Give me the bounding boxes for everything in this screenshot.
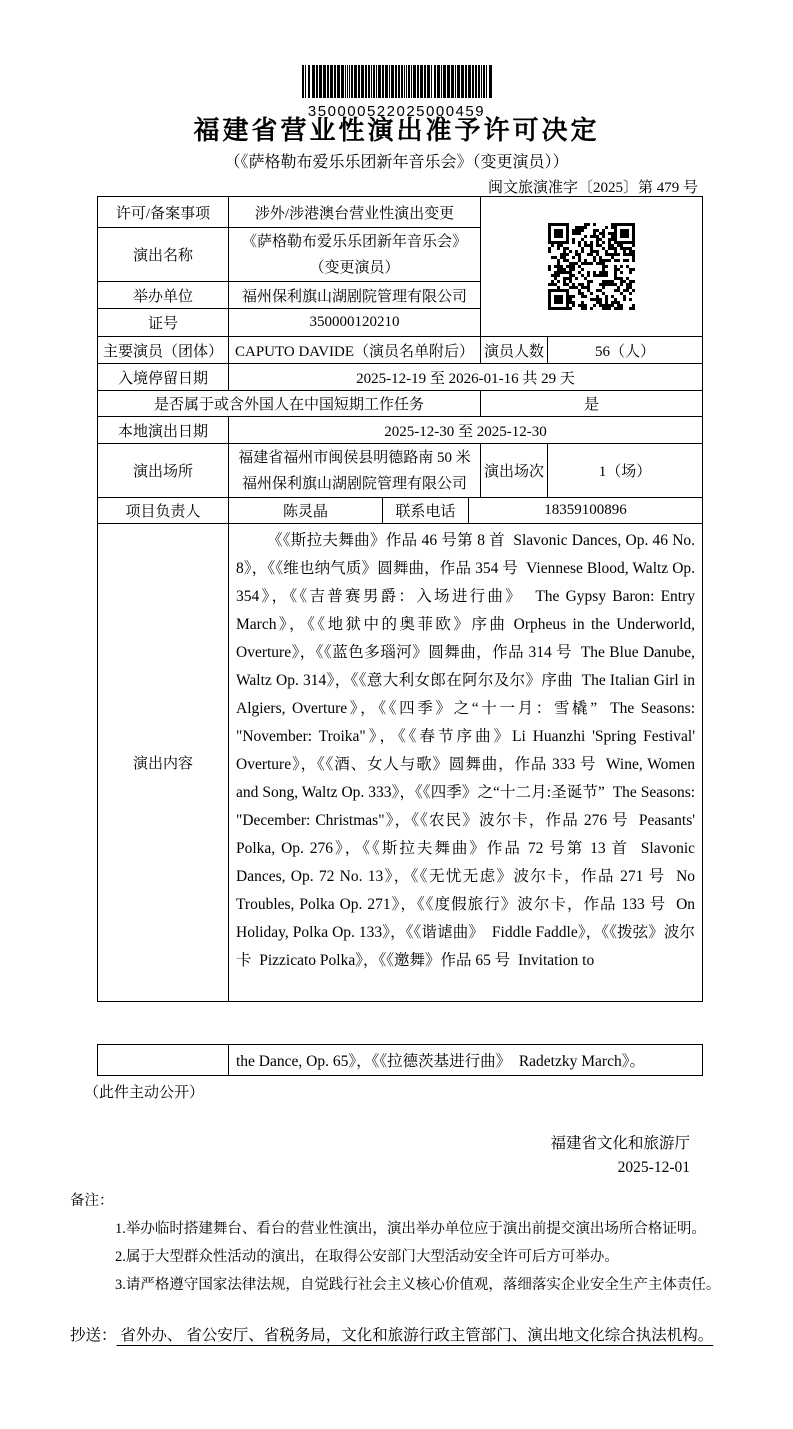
entry-stay-label: 入境停留日期 [98, 364, 229, 391]
note-item: 3.请严格遵守国家法律法规，自觉践行社会主义核心价值观，落细落实企业安全生产主体责任。 [115, 1277, 721, 1293]
short-term-work-value: 是 [481, 391, 703, 417]
barcode [302, 65, 492, 98]
performance-name-label: 演出名称 [98, 228, 229, 282]
qr-cell [481, 197, 703, 337]
organizer-value: 福州保利旗山湖剧院管理有限公司 [229, 282, 481, 309]
table-row [98, 391, 703, 417]
table-row [98, 524, 703, 1002]
venue-label: 演出场所 [98, 444, 229, 498]
issue-date: 2025-12-01 [617, 1159, 690, 1176]
project-manager-label: 项目负责人 [98, 498, 229, 524]
document-number: 闽文旅演准字〔2025〕第 479 号 [487, 180, 698, 196]
issuer-name: 福建省文化和旅游厅 [550, 1135, 690, 1152]
notes-label: 备注： [70, 1193, 114, 1209]
cc-value: 省外办、 省公安厅、省税务局，文化和旅游行政主管部门、演出地文化综合执法机构。 [116, 1327, 714, 1344]
table-row [98, 1045, 703, 1076]
continuation-table [97, 1044, 703, 1076]
phone-label: 联系电话 [383, 498, 469, 524]
note-item: 1.举办临时搭建舞台、看台的营业性演出，演出举办单位应于演出前提交演出场所合格证明。 [115, 1221, 706, 1237]
project-manager-value: 陈灵晶 [229, 498, 383, 524]
content-value: 《《斯拉夫舞曲》作品 46 号第 8 首 Slavonic Dances, Op. 46 No. 8》，《《维也纳气质》圆舞曲，作品 354 号 Viennese Blood, Waltz Op. 354》，《《吉普赛男爵：入场进行曲》 The Gypsy Baron: Entry March》，《《地狱中的奥菲欧》序曲 Orpheus in the Underworld, Overture》，《《蓝色多瑙河》圆舞曲，作品 314 号 The Blue Danube, Waltz Op. 314》，《《意大利女郎在阿尔及尔》序曲 The Italian Girl in Algiers, Overture》，《《四季》之“十一月：雪橇” The Seasons: "November: Troika"》，《《春节序曲》Li Huanzhi 'Spring Festival' Overture》，《《酒、女人与歌》圆舞曲，作品 333 号 Wine, Women and Song, Waltz Op. 333》，《《四季》之“十二月:圣诞节” The Seasons: "December: Christmas"》，《《农民》波尔卡，作品 276 号 Peasants' Polka, Op. 276》，《《斯拉夫舞曲》作品 72 号第 13 首 Slavonic Dances, Op. 72 No. 13》，《《无忧无虑》波尔卡，作品 271 号 No Troubles, Polka Op. 271》，《《度假旅行》波尔卡，作品 133 号 On Holiday, Polka Op. 133》，《《谐谑曲》 Fiddle Faddle》，《《拨弦》波尔卡 Pizzicato Polka》，《《邀舞》作品 65 号 Invitation to [229, 524, 703, 1002]
permit-item-label: 许可/备案事项 [98, 197, 229, 228]
permit-item-value: 涉外/涉港澳台营业性演出变更 [229, 197, 481, 228]
table-row [98, 337, 703, 364]
document-title: 福建省营业性演出准予许可决定 [193, 115, 600, 145]
barcode-number: 350000522025000459 [307, 103, 486, 120]
table-row [98, 417, 703, 444]
cert-no-value: 350000120210 [229, 309, 481, 337]
table-row [98, 364, 703, 391]
qr-code [548, 298, 635, 314]
table-row [98, 444, 703, 498]
disclosure-note: （此件主动公开） [84, 1085, 205, 1101]
note-item: 2.属于大型群众性活动的演出，在取得公安部门大型活动安全许可后方可举办。 [115, 1249, 619, 1265]
local-dates-value: 2025-12-30 至 2025-12-30 [229, 417, 703, 444]
table-row [98, 498, 703, 524]
performer-count-label: 演员人数 [481, 337, 548, 364]
cc-block [70, 1321, 720, 1351]
entry-stay-value: 2025-12-19 至 2026-01-16 共 29 天 [229, 364, 703, 391]
cc-label: 抄送： [70, 1327, 117, 1344]
performer-count-value: 56（人） [548, 337, 703, 364]
table-row [98, 197, 703, 228]
main-performers-value: CAPUTO DAVIDE（演员名单附后） [229, 337, 481, 364]
short-term-work-label: 是否属于或含外国人在中国短期工作任务 [98, 391, 481, 417]
main-performers-label: 主要演员（团体） [98, 337, 229, 364]
continuation-empty-cell [98, 1045, 229, 1076]
content-label: 演出内容 [98, 524, 229, 1002]
sessions-label: 演出场次 [481, 444, 548, 498]
continuation-value: the Dance, Op. 65》，《《拉德茨基进行曲》 Radetzky March》。 [229, 1045, 703, 1076]
document-subtitle: （《萨格勒布爱乐乐团新年音乐会》（变更演员）） [224, 154, 569, 171]
venue-value: 福建省福州市闽侯县明德路南 50 米 福州保利旗山湖剧院管理有限公司 [229, 444, 481, 498]
cert-no-label: 证号 [98, 309, 229, 337]
sessions-value: 1（场） [548, 444, 703, 498]
performance-name-value: 《萨格勒布爱乐乐团新年音乐会》 （变更演员） [229, 228, 481, 282]
permit-table [97, 196, 703, 1002]
organizer-label: 举办单位 [98, 282, 229, 309]
local-dates-label: 本地演出日期 [98, 417, 229, 444]
phone-value: 18359100896 [469, 498, 703, 524]
